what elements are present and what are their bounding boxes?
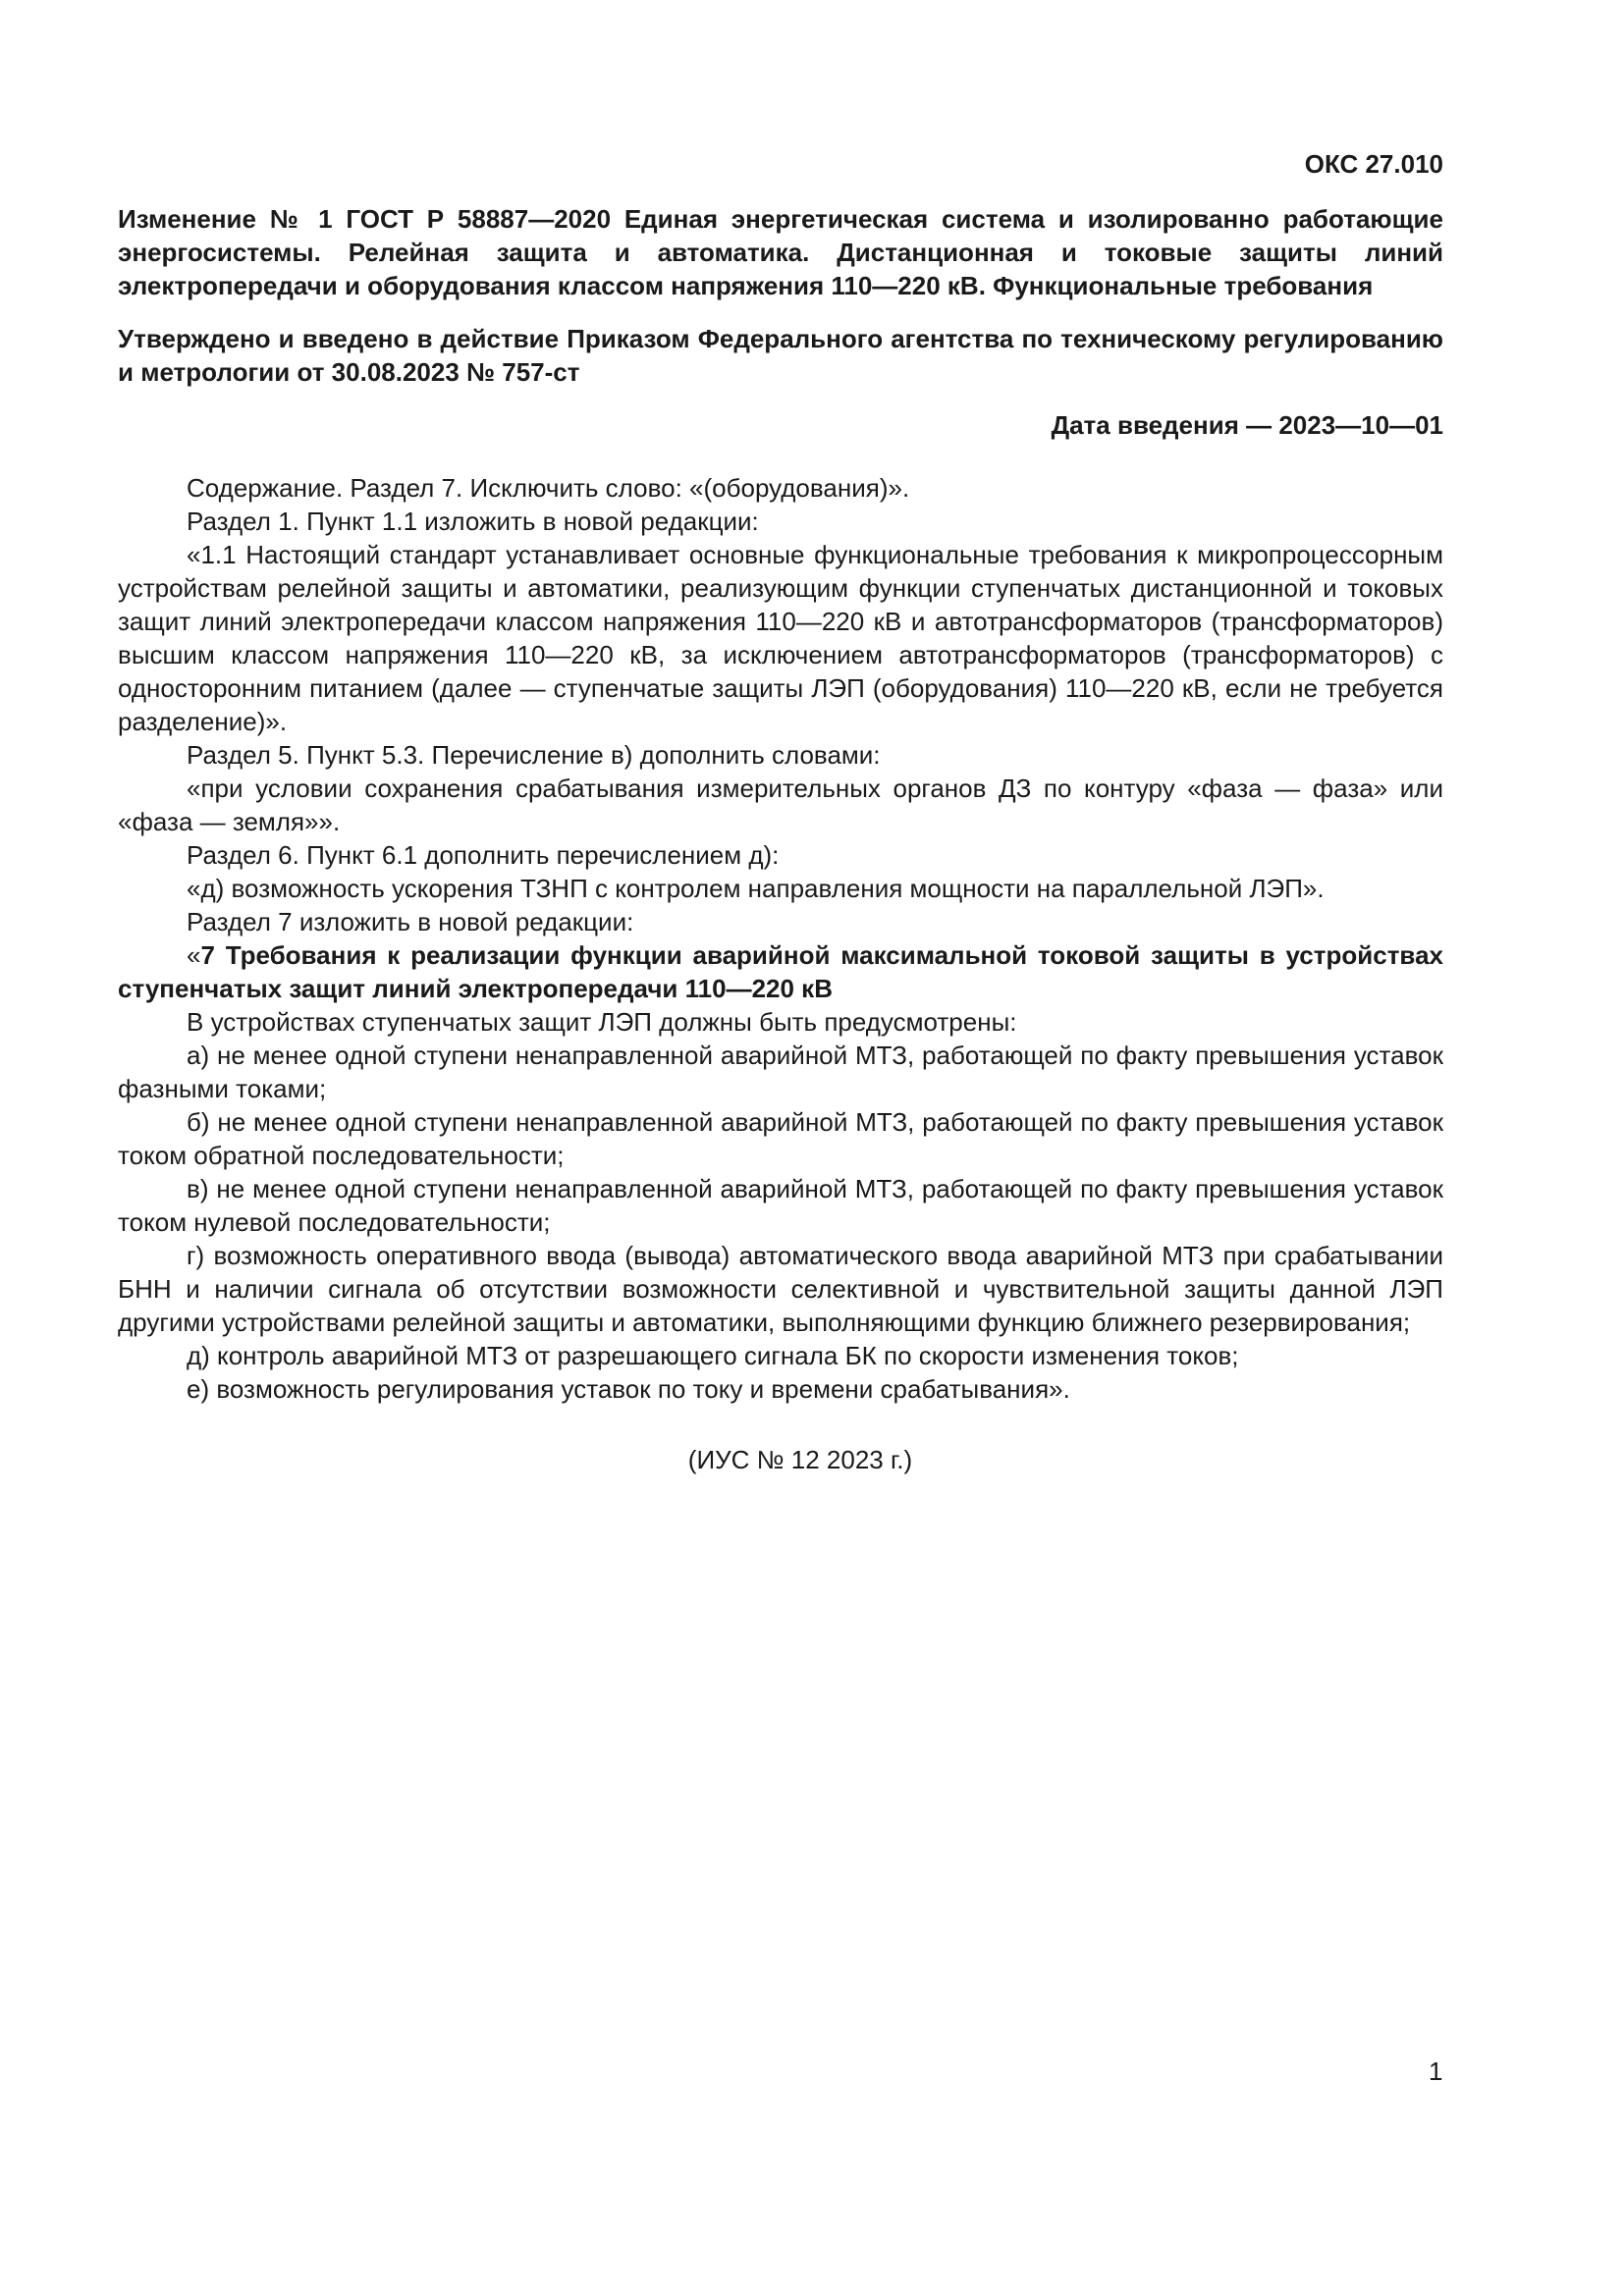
effective-date: Дата введения — 2023—10—01 [1051,410,1443,440]
paragraph: Раздел 7 изложить в новой редакции: [187,907,634,936]
paragraph: Раздел 5. Пункт 5.3. Перечисление в) дополнить словами: [187,740,881,770]
amendment-body [118,471,1443,1406]
paragraph: Содержание. Раздел 7. Исключить слово: «(оборудования)». [187,473,910,503]
paragraph: «1.1 Настоящий стандарт устанавливает основные функциональные требования к микропроцессорным устройствам релейной защиты и автоматики, реализующим функции ступенчатых дистанционной и токовых защит линий электропередачи классом напряжения 110—220 кВ и автотрансформаторов (трансформаторов) высшим классом напряжения 110—220 кВ, за исключением автотрансформаторов (трансформаторов) с односторонним питанием (далее — ступенчатые защиты ЛЭП (оборудования) 110—220 кВ, если не требуется разделение)». [118,540,1443,736]
section-7-heading [118,938,1443,1005]
list-item: а) не менее одной ступени ненаправленной аварийной МТЗ, работающей по факту превышения уставок фазными токами; [118,1041,1443,1103]
document-page [118,147,1443,1476]
ius-reference: (ИУС № 12 2023 г.) [687,1445,913,1474]
paragraph: Раздел 6. Пункт 6.1 дополнить перечислением д): [187,840,780,870]
approval-statement: Утверждено и введено в действие Приказом Федерального агентства по техническому регулированию и метрологии от 30.08.2023 № 757-ст [118,324,1443,387]
paragraph: «д) возможность ускорения ТЗНП с контролем направления мощности на параллельной ЛЭП». [187,874,1325,903]
list-item: е) возможность регулирования уставок по току и времени срабатывания». [187,1374,1070,1404]
quote-mark: « [187,940,201,970]
paragraph: Раздел 1. Пункт 1.1 изложить в новой редакции: [187,507,759,536]
oks-code: ОКС 27.010 [1304,149,1443,179]
amendment-title: Изменение № 1 ГОСТ Р 58887—2020 Единая энергетическая система и изолированно работающие энергосистемы. Релейная защита и автоматика. Дистанционная и токовые защиты линий электропередачи и оборудования классом напряжения 110—220 кВ. Функциональные требования [118,204,1443,300]
list-item: в) не менее одной ступени ненаправленной аварийной МТЗ, работающей по факту превышения уставок током нулевой последовательности; [118,1174,1443,1237]
page-number: 1 [1429,2056,1443,2086]
list-item: г) возможность оперативного ввода (вывода) автоматического ввода аварийной МТЗ при срабатывании БНН и наличии сигнала об отсутствии возможности селективной и чувствительной защиты данной ЛЭП другими устройствами релейной защиты и автоматики, выполняющими функцию ближнего резервирования; [118,1241,1443,1337]
paragraph: В устройствах ступенчатых защит ЛЭП должны быть предусмотрены: [187,1007,1017,1037]
list-item: б) не менее одной ступени ненаправленной аварийной МТЗ, работающей по факту превышения уставок током обратной последовательности; [118,1107,1443,1170]
section-7-heading-text: 7 Требования к реализации функции аварийной максимальной токовой защиты в устройствах ступенчатых защит линий электропередачи 110—220 кВ [118,940,1443,1003]
paragraph: «при условии сохранения срабатывания измерительных органов ДЗ по контуру «фаза — фаза» или «фаза — земля»». [118,774,1443,836]
list-item: д) контроль аварийной МТЗ от разрешающего сигнала БК по скорости изменения токов; [187,1341,1239,1370]
